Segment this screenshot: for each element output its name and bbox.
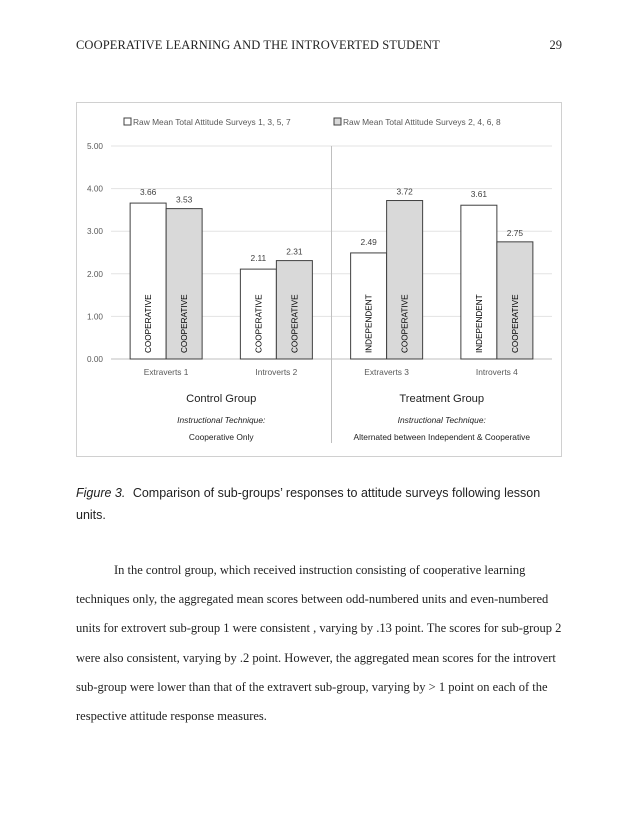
legend-swatch: [334, 118, 341, 125]
bar-technique-label: COOPERATIVE: [144, 294, 154, 353]
legend-label: Raw Mean Total Attitude Surveys 2, 4, 6, 8: [343, 117, 501, 127]
bar-chart: [77, 103, 563, 458]
y-tick-label: 2.00: [87, 269, 103, 279]
running-head: COOPERATIVE LEARNING AND THE INTROVERTED STUDENT: [76, 38, 440, 52]
data-label: 2.75: [506, 227, 524, 238]
figure-caption-text: Comparison of sub-groups’ responses to attitude surveys following lesson units.: [76, 486, 541, 522]
y-tick-label: 4.00: [87, 184, 103, 194]
data-label: 2.49: [360, 236, 377, 247]
y-tick-label: 5.00: [87, 142, 103, 151]
body-paragraph: In the control group, which received instruction consisting of cooperative learning techniques only, the aggregated mean scores between odd-numbered units and even-numbered units for extrovert sub-group 1 were consistent , varying by .13 point. The scores for sub-group 2 were also consistent, varying by .2 point. However, the aggregated mean scores for the introvert sub-group were lower than that of the extravert sub-group, varying by > 1 point on each of the respective attitude response measures.: [76, 563, 562, 724]
group-description: Alternated between Independent & Cooperative: [353, 432, 530, 442]
y-tick-label: 1.00: [87, 312, 103, 322]
figure-label: Figure 3.: [76, 486, 126, 500]
data-label: 3.72: [396, 186, 413, 197]
figure-chart: [76, 102, 562, 457]
bar-technique-label: COOPERATIVE: [290, 294, 300, 353]
data-label: 2.11: [250, 253, 267, 264]
x-tick-label: Extraverts 1: [143, 367, 189, 377]
bar-technique-label: COOPERATIVE: [510, 294, 520, 353]
legend-label: Raw Mean Total Attitude Surveys 1, 3, 5, 7: [133, 117, 291, 127]
figure-caption: [76, 482, 566, 526]
group-title: Treatment Group: [399, 393, 485, 405]
data-label: 3.53: [175, 194, 193, 205]
group-description: Cooperative Only: [188, 432, 254, 442]
group-title: Control Group: [186, 393, 257, 405]
bar-technique-label: COOPERATIVE: [400, 294, 410, 353]
group-subtitle: Instructional Technique:: [397, 415, 486, 425]
bar-technique-label: COOPERATIVE: [180, 294, 190, 353]
bar-technique-label: COOPERATIVE: [254, 294, 264, 353]
page-number: 29: [549, 38, 562, 52]
x-tick-label: Extraverts 3: [364, 367, 409, 377]
data-label: 2.31: [286, 246, 303, 257]
legend-swatch: [124, 118, 131, 125]
group-subtitle: Instructional Technique:: [177, 415, 266, 425]
y-tick-label: 3.00: [87, 227, 103, 237]
data-label: 3.66: [139, 187, 157, 198]
bar-technique-label: INDEPENDENT: [474, 294, 484, 353]
x-tick-label: Introverts 4: [475, 367, 518, 377]
y-tick-label: 0.00: [87, 355, 103, 364]
bar-technique-label: INDEPENDENT: [364, 294, 374, 353]
data-label: 3.61: [470, 189, 488, 200]
x-tick-label: Introverts 2: [255, 367, 298, 377]
